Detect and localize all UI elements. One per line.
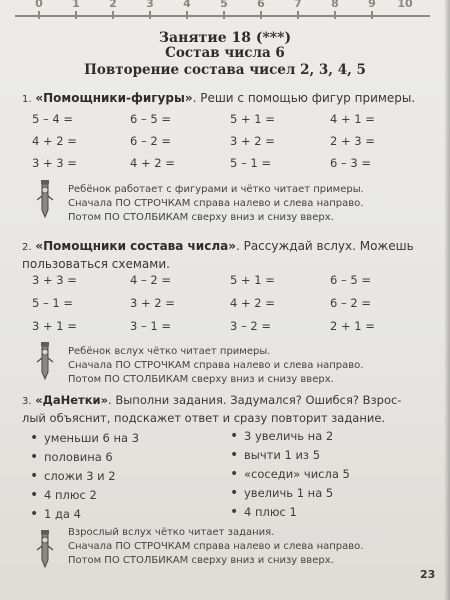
task3-item: • «соседи» числа 5 [230,466,350,482]
example: 5 – 1 = [32,296,73,310]
ruler-tick [75,11,77,19]
ruler-number: 4 [183,0,191,10]
ruler-number: 3 [146,0,154,10]
example: 6 – 2 = [130,134,171,148]
ruler-number: 0 [35,0,43,10]
ruler-tick [371,11,373,19]
ruler-number: 7 [294,0,302,10]
task2-parent-note [68,345,418,387]
example: 6 – 2 = [330,296,371,310]
task3-text: . Выполни задания. Задумался? Ошибся? Взрос- [108,393,402,407]
pencil-mascot-icon [32,180,58,220]
task2-text: . Рассуждай вслух. Можешь [235,239,414,253]
example: 4 + 1 = [330,112,375,126]
task3-name: «ДаНетки» [35,393,109,407]
note-line: Потом ПО СТОЛБИКАМ сверху вниз и снизу вверх. [68,374,334,385]
example: 3 + 2 = [230,134,275,148]
review-title: Повторение состава чисел 2, 3, 4, 5 [84,62,366,78]
ruler-number: 1 [72,0,80,10]
example: 3 – 2 = [230,319,271,333]
topic-title: Состав числа 6 [165,45,285,61]
note-line: Потом ПО СТОЛБИКАМ сверху вниз и снизу вверх. [68,212,334,223]
example: 5 + 1 = [230,273,275,287]
pencil-mascot-icon [32,530,58,570]
example: 2 + 1 = [330,319,375,333]
task3-item: • увеличь 1 на 5 [230,485,333,501]
task1-name: «Помощники-фигуры» [35,91,193,105]
number-ruler [0,0,450,22]
pencil-mascot-icon [32,342,58,382]
ruler-number: 5 [220,0,228,10]
lesson-title: Занятие 18 (***) [158,30,292,46]
example: 4 – 2 = [130,273,171,287]
ruler-tick [38,11,40,19]
ruler-tick [260,11,262,19]
ruler-tick [334,11,336,19]
task2-name: «Помощники состава числа» [35,239,236,253]
task1-text: . Реши с помощью фигур примеры. [192,91,416,105]
example: 5 – 4 = [32,112,73,126]
task2-heading [22,238,422,272]
task3-item: • 4 плюс 2 [30,487,97,503]
task3-parent-note [68,526,418,568]
example: 5 + 1 = [230,112,275,126]
ruler-number: 10 [397,0,413,10]
task3-item: • сложи 3 и 2 [30,468,116,484]
task3-text-cont: лый объяснит, подскажет ответ и сразу повторит задание. [22,411,386,425]
example: 6 – 3 = [330,156,371,170]
task2-text-cont: пользоваться схемами. [22,257,170,271]
example: 3 + 1 = [32,319,77,333]
example: 3 – 1 = [130,319,171,333]
task3-number: 3. [22,396,32,407]
task3-item: • 4 плюс 1 [230,504,297,520]
ruler-tick [149,11,151,19]
ruler-number: 9 [368,0,376,10]
page-number: 23 [420,568,436,581]
task3-item: • вычти 1 из 5 [230,447,320,463]
note-line: Сначала ПО СТРОЧКАМ справа налево и слева направо. [68,198,364,209]
ruler-number: 6 [257,0,265,10]
task1-parent-note [68,183,418,225]
task3-heading [22,392,422,426]
example: 4 + 2 = [230,296,275,310]
note-line: Ребёнок вслух чётко читает примеры. [68,346,271,357]
ruler-number: 2 [109,0,117,10]
task3-item: • уменьши 6 на 3 [30,430,139,446]
note-line: Потом ПО СТОЛБИКАМ сверху вниз и снизу вверх. [68,555,334,566]
task3-item: • 1 да 4 [30,506,81,522]
task3-item: • 3 увеличь на 2 [230,428,333,444]
ruler-tick [186,11,188,19]
task3-item: • половина 6 [30,449,113,465]
note-line: Взрослый вслух чётко читает задания. [68,527,275,538]
example: 3 + 2 = [130,296,175,310]
task2-examples [30,273,420,333]
example: 5 – 1 = [230,156,271,170]
ruler-tick [112,11,114,19]
task1-heading [22,90,422,108]
ruler-number: 8 [331,0,339,10]
example: 3 + 3 = [32,156,77,170]
ruler-tick [223,11,225,19]
example: 2 + 3 = [330,134,375,148]
example: 4 + 2 = [130,156,175,170]
task1-number: 1. [22,94,32,105]
note-line: Сначала ПО СТРОЧКАМ справа налево и слева направо. [68,360,364,371]
example: 3 + 3 = [32,273,77,287]
example: 6 – 5 = [130,112,171,126]
note-line: Сначала ПО СТРОЧКАМ справа налево и слева направо. [68,541,364,552]
task2-number: 2. [22,242,32,253]
note-line: Ребёнок работает с фигурами и чётко читает примеры. [68,184,364,195]
example: 4 + 2 = [32,134,77,148]
task1-examples [30,112,420,172]
ruler-tick [297,11,299,19]
example: 6 – 5 = [330,273,371,287]
